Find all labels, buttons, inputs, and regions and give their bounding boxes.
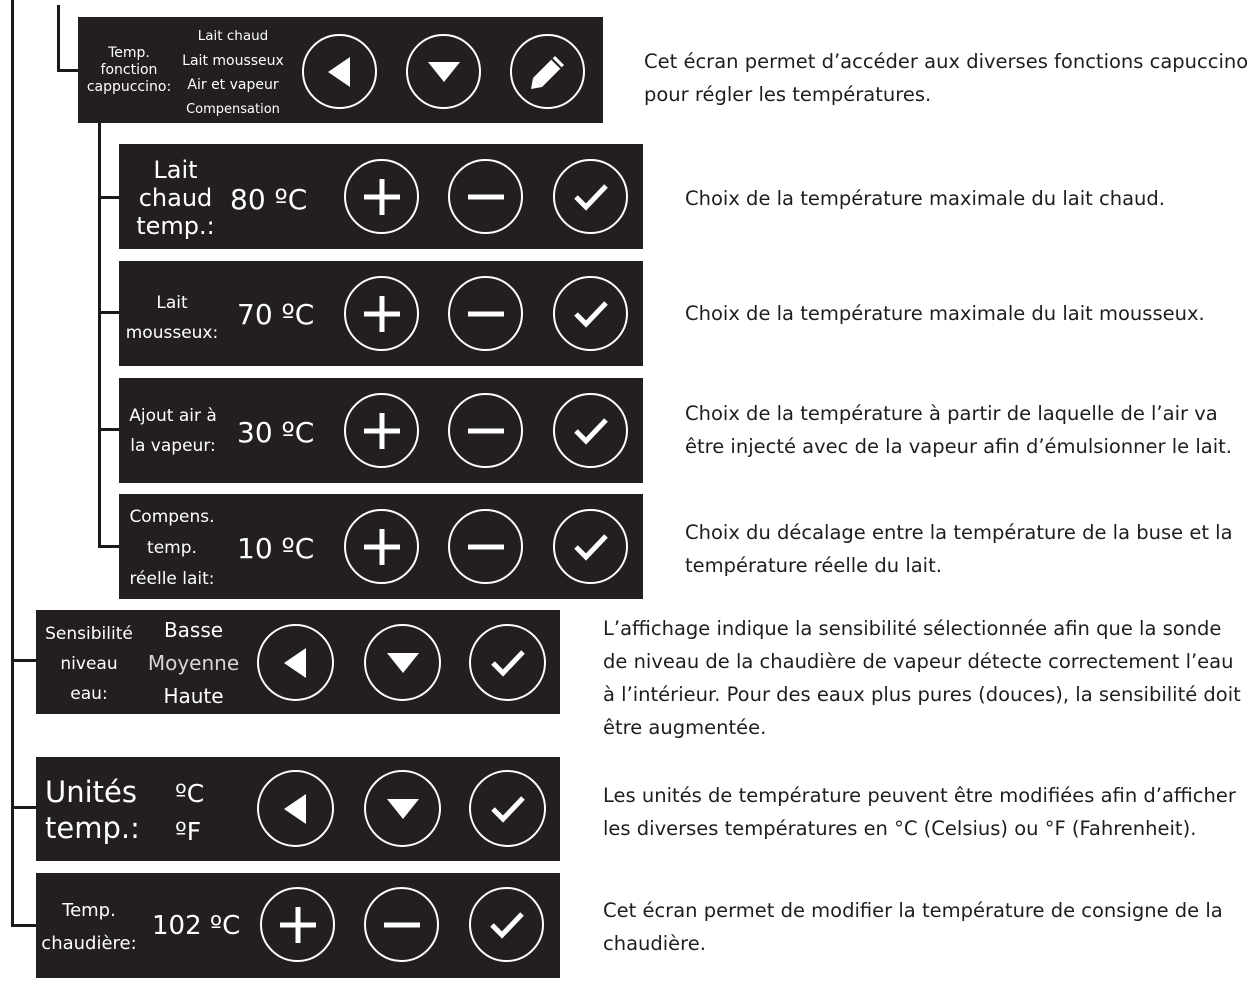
description-line: Cet écran permet d’accéder aux diverses fonctions capuccino	[644, 50, 1249, 73]
option-moyenne[interactable]: Moyenne	[147, 651, 240, 675]
increase-button[interactable]	[344, 393, 419, 468]
lait-mousseux-description	[685, 297, 1205, 330]
edit-button[interactable]	[510, 34, 585, 109]
tree-sub-line	[98, 122, 101, 548]
plus-icon	[364, 179, 400, 215]
temperature-value: 30 ºC	[237, 416, 315, 449]
unites-description	[603, 779, 1236, 845]
sensibilite-screen	[37, 611, 559, 713]
description-line: Choix de la température à partir de laquelle de l’air va	[685, 402, 1218, 425]
temperature-value: 80 ºC	[230, 183, 308, 216]
capuccino-description	[644, 45, 1248, 111]
increase-button[interactable]	[344, 509, 419, 584]
confirm-button[interactable]	[553, 159, 628, 234]
temperature-value: 102 ºC	[152, 911, 241, 941]
option-lait-mousseux[interactable]: Lait mousseux	[182, 52, 284, 69]
label-line: cappuccino:	[86, 79, 172, 95]
down-arrow-icon	[428, 60, 460, 84]
previous-button[interactable]	[257, 770, 334, 847]
label-line: chaud	[138, 184, 213, 212]
minus-icon	[468, 311, 504, 317]
description-line: Les unités de température peuvent être modifiées afin d’afficher	[603, 784, 1236, 807]
tree-connector-chaudiere	[11, 924, 37, 927]
option-lait-chaud[interactable]: Lait chaud	[197, 28, 269, 44]
label-line: temp.	[147, 538, 197, 558]
chaudiere-description	[603, 894, 1223, 960]
increase-button[interactable]	[260, 887, 335, 962]
ajout-air-screen	[120, 379, 642, 482]
down-arrow-icon	[387, 797, 419, 821]
description-line: Cet écran permet de modifier la température de consigne de la	[603, 899, 1223, 922]
description-line: L’affichage indique la sensibilité sélectionnée afin que la sonde	[603, 617, 1222, 640]
confirm-button[interactable]	[553, 276, 628, 351]
option-air-et-vapeur[interactable]: Air et vapeur	[187, 77, 279, 93]
option-compensation[interactable]: Compensation	[186, 101, 280, 117]
label-line: Temp.	[108, 45, 150, 61]
description-line: être injecté avec de la vapeur afin d’émulsionner le lait.	[685, 435, 1232, 458]
tree-connector-lait-chaud	[98, 196, 120, 199]
previous-button[interactable]	[302, 34, 377, 109]
option-list	[177, 24, 289, 122]
check-icon	[490, 649, 526, 677]
tree-connector-capuccino	[57, 69, 79, 72]
minus-icon	[384, 922, 420, 928]
tree-branch-line-capuccino	[57, 5, 60, 71]
down-arrow-icon	[387, 651, 419, 675]
confirm-button[interactable]	[469, 887, 544, 962]
label-line: eau:	[70, 684, 108, 704]
increase-button[interactable]	[344, 276, 419, 351]
confirm-button[interactable]	[469, 624, 546, 701]
confirm-button[interactable]	[553, 393, 628, 468]
label-line: Temp.	[62, 900, 116, 921]
decrease-button[interactable]	[448, 393, 523, 468]
description-line: Choix de la température maximale du lait chaud.	[685, 187, 1165, 210]
screen-label	[122, 401, 224, 461]
label-line: Ajout air à	[129, 406, 217, 426]
label-line: Unités	[45, 775, 137, 809]
description-line: pour régler les températures.	[644, 83, 932, 106]
ajout-air-description	[685, 397, 1232, 463]
lait-mousseux-screen	[120, 262, 642, 365]
tree-connector-compensation	[98, 545, 120, 548]
temperature-value: 70 ºC	[237, 298, 315, 331]
option-list	[141, 614, 246, 713]
unites-screen	[37, 758, 559, 860]
label-line: Compens.	[129, 507, 215, 527]
sensibilite-description	[603, 612, 1241, 744]
temperature-value: 10 ºC	[237, 532, 315, 565]
plus-icon	[364, 413, 400, 449]
check-icon	[573, 533, 609, 561]
check-icon	[489, 911, 525, 939]
lait-chaud-screen	[120, 145, 642, 248]
description-line: Choix de la température maximale du lait mousseux.	[685, 302, 1205, 325]
confirm-button[interactable]	[469, 770, 546, 847]
check-icon	[573, 183, 609, 211]
left-arrow-icon	[326, 57, 354, 87]
screen-label	[128, 156, 223, 240]
increase-button[interactable]	[344, 159, 419, 234]
label-line: niveau	[60, 654, 118, 674]
tree-connector-unites	[11, 806, 37, 809]
confirm-button[interactable]	[553, 509, 628, 584]
capuccino-function-screen	[79, 18, 602, 122]
left-arrow-icon	[282, 648, 310, 678]
down-button[interactable]	[364, 770, 441, 847]
left-arrow-icon	[282, 794, 310, 824]
screen-label	[37, 894, 141, 960]
screen-label	[37, 619, 141, 709]
check-icon	[573, 300, 609, 328]
label-line: la vapeur:	[130, 436, 216, 456]
description-line: Choix du décalage entre la température de la buse et la	[685, 521, 1233, 544]
decrease-button[interactable]	[448, 276, 523, 351]
pencil-icon	[529, 53, 567, 91]
option-basse[interactable]: Basse	[163, 618, 224, 642]
check-icon	[490, 795, 526, 823]
compensation-description	[685, 516, 1233, 582]
label-line: temp.:	[45, 811, 140, 845]
tree-connector-ajout-air	[98, 428, 120, 431]
label-line: chaudière:	[41, 933, 137, 954]
decrease-button[interactable]	[448, 159, 523, 234]
decrease-button[interactable]	[448, 509, 523, 584]
plus-icon	[280, 907, 316, 943]
label-line: Lait	[153, 156, 198, 184]
screen-label	[84, 45, 174, 96]
tree-connector-lait-mousseux	[98, 311, 120, 314]
label-line: fonction	[100, 62, 158, 78]
plus-icon	[364, 529, 400, 565]
label-line: Lait	[156, 293, 188, 313]
screen-label	[122, 502, 222, 595]
chaudiere-screen	[37, 874, 559, 977]
option-haute[interactable]: Haute	[163, 684, 224, 708]
label-line: réelle lait:	[129, 569, 215, 589]
option-fahrenheit[interactable]: ºF	[175, 817, 202, 846]
screen-label	[122, 288, 222, 348]
description-line: les diverses températures en °C (Celsius) ou °F (Fahrenheit).	[603, 817, 1197, 840]
description-line: à l’intérieur. Pour des eaux plus pures (douces), la sensibilité doit	[603, 683, 1241, 706]
description-line: chaudière.	[603, 932, 706, 955]
down-button[interactable]	[406, 34, 481, 109]
minus-icon	[468, 194, 504, 200]
minus-icon	[468, 428, 504, 434]
label-line: Sensibilité	[45, 624, 133, 644]
decrease-button[interactable]	[364, 887, 439, 962]
description-line: température réelle du lait.	[685, 554, 942, 577]
description-line: de niveau de la chaudière de vapeur détecte correctement l’eau	[603, 650, 1234, 673]
lait-chaud-description	[685, 182, 1165, 215]
option-list	[175, 775, 225, 851]
tree-main-line	[11, 0, 14, 927]
label-line: mousseux:	[125, 323, 219, 343]
check-icon	[573, 417, 609, 445]
option-celsius[interactable]: ºC	[175, 779, 205, 808]
description-line: être augmentée.	[603, 716, 767, 739]
label-line: temp.:	[136, 212, 215, 240]
compensation-screen	[120, 495, 642, 598]
screen-label	[45, 774, 145, 846]
tree-connector-sensibilite	[11, 659, 37, 662]
previous-button[interactable]	[257, 624, 334, 701]
plus-icon	[364, 296, 400, 332]
minus-icon	[468, 544, 504, 550]
down-button[interactable]	[364, 624, 441, 701]
